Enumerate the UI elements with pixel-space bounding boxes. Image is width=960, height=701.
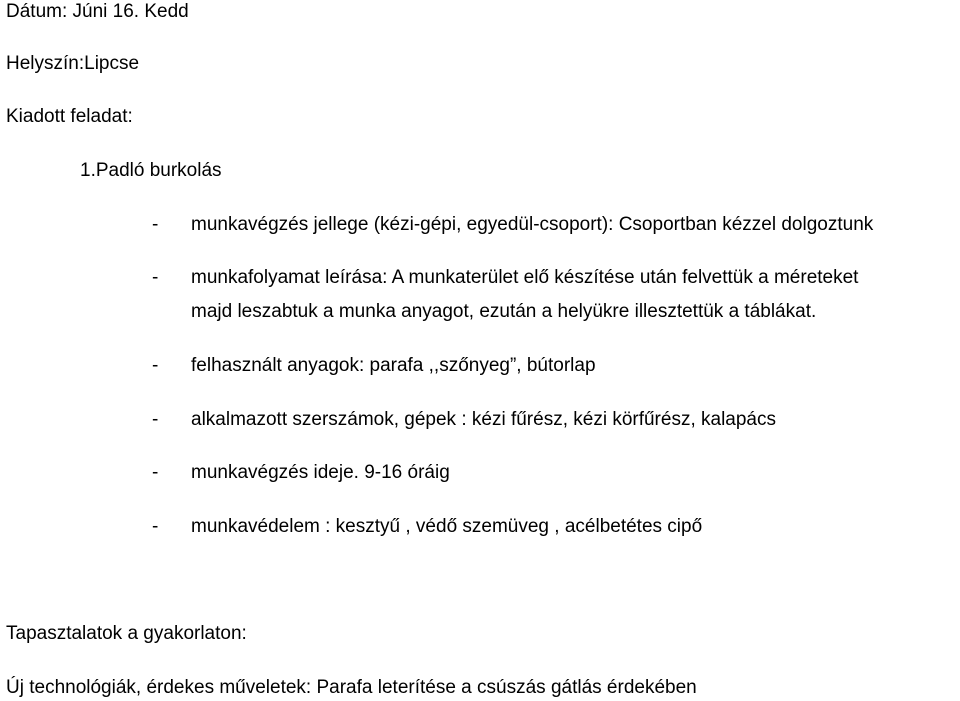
experience-text: Új technológiák, érdekes műveletek: Parafa leterítése a csúszás gátlás érdekében (6, 677, 697, 698)
list-item-materials: felhasznált anyagok: parafa ,,szőnyeg”, bútorlap (191, 355, 596, 376)
experience-heading: Tapasztalatok a gyakorlaton: (6, 623, 247, 644)
list-bullet: - (152, 516, 159, 537)
list-bullet: - (152, 355, 159, 376)
list-item-work-type: munkavégzés jellege (kézi-gépi, egyedül-csoport): Csoportban kézzel dolgoztunk (191, 214, 874, 235)
list-bullet: - (152, 267, 159, 288)
list-item-process-line-1: munkafolyamat leírása: A munkaterület elő készítése után felvettük a méreteket (191, 267, 859, 288)
task-label: Kiadott feladat: (6, 106, 133, 127)
list-bullet: - (152, 462, 159, 483)
list-item-tools: alkalmazott szerszámok, gépek : kézi fűrész, kézi körfűrész, kalapács (191, 409, 777, 430)
date-line: Dátum: Júni 16. Kedd (6, 1, 189, 22)
task-title: 1.Padló burkolás (80, 160, 222, 181)
list-item-safety: munkavédelem : kesztyű , védő szemüveg , acélbetétes cipő (191, 516, 703, 537)
list-item-process-line-2: majd leszabtuk a munka anyagot, ezután a helyükre illesztettük a táblákat. (191, 301, 817, 322)
list-bullet: - (152, 214, 159, 235)
list-item-work-time: munkavégzés ideje. 9-16 óráig (191, 462, 450, 483)
list-bullet: - (152, 409, 159, 430)
location-line: Helyszín:Lipcse (6, 53, 140, 74)
